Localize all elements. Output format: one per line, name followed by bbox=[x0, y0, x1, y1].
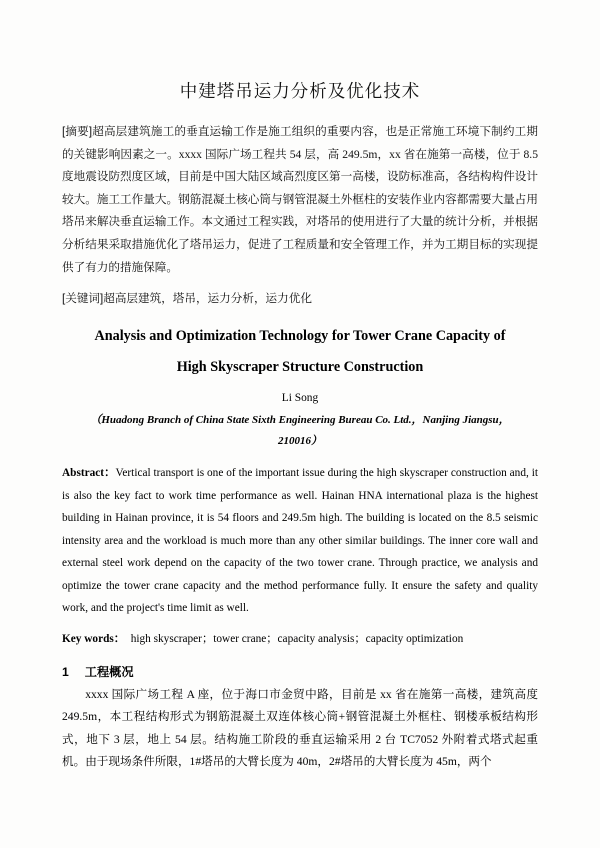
abstract-en-paragraph bbox=[62, 462, 538, 620]
abstract-cn-label: [摘要] bbox=[62, 125, 93, 138]
keywords-cn-paragraph bbox=[62, 288, 538, 311]
affiliation-line-2: 210016） bbox=[278, 435, 322, 448]
section-heading-1 bbox=[62, 663, 538, 680]
page-title: 中建塔吊运力分析及优化技术 bbox=[179, 81, 421, 101]
abstract-cn-paragraph bbox=[62, 121, 538, 279]
affiliation bbox=[62, 410, 538, 452]
keywords-cn-text: 超高层建筑，塔吊，运力分析，运力优化 bbox=[103, 292, 312, 306]
section-number: 1 bbox=[62, 664, 69, 679]
section-1-paragraph: xxxx 国际广场工程 A 座，位于海口市金贸中路，目前是 xx 省在施第一高楼，建筑高度 249.5m，本工程结构形式为钢筋混凝土双连体核心筒+钢管混凝土外框柱、钢楼承板结构形式，地下 3 层，地上 54 层。结构施工阶段的垂直运输采用 2 台 TC7052 外附着式塔式起重机。由于现场条件所限，1#塔吊的大臂长度为 40m，2#塔吊的大臂长度为 45m，两个 bbox=[62, 687, 538, 769]
title-en-line-1: Analysis and Optimization Technology for Tower Crane Capacity of bbox=[94, 327, 506, 344]
keywords-en-paragraph bbox=[62, 628, 538, 651]
abstract-cn-text: 超高层建筑施工的垂直运输工作是施工组织的重要内容，也是正常施工环境下制约工期的关键影响因素之一。xxxx 国际广场工程共 54 层，高 249.5m，xx 省在施第一高楼，位于 8.5 度地震设防烈度区域，目前是中国大陆区域高烈度区第一高楼，设防标准高，各结构构件设计较大。施工工作量大。钢筋混凝土核心筒与钢管混凝土外框柱的安装作业内容都需要大量占用塔吊来解决垂直运输工作。本文通过工程实践，对塔吊的使用进行了大量的统计分析，并根据分析结果采取措施优化了塔吊运力，促进了工程质量和安全管理工作，并为工期目标的实现提供了有力的措施保障。 bbox=[62, 125, 538, 274]
affiliation-line-1: （Huadong Branch of China State Sixth Engineering Bureau Co. Ltd.，Nanjing Jiangsu， bbox=[90, 414, 510, 427]
keywords-cn-label: [关键词] bbox=[62, 292, 104, 306]
author-name: Li Song bbox=[281, 392, 319, 405]
title-en-line-2: High Skyscraper Structure Construction bbox=[176, 359, 424, 376]
section-title: 工程概况 bbox=[84, 664, 134, 679]
keywords-en-label: Key words： bbox=[62, 633, 126, 646]
keywords-en-text: high skyscraper；tower crane；capacity analysis；capacity optimization bbox=[130, 633, 464, 646]
abstract-en-text: Vertical transport is one of the important issue during the high skyscraper construction and, it is also the key fact to work time performance as well. Hainan HNA international plaza is the highest building in Hainan province, it is 54 floors and 249.5m high. The building is located on the 8.5 seismic intensity area and the workload is much more than any other similar buildings. The inner core wall and external steel work depend on the capacity of the two tower crane. Through practice, we analysis and optimize the tower crane capacity and the method performance fully. It ensure the safety and quality work, and the project's time limit as well. bbox=[62, 466, 538, 615]
abstract-en-label: Abstract： bbox=[62, 466, 116, 479]
